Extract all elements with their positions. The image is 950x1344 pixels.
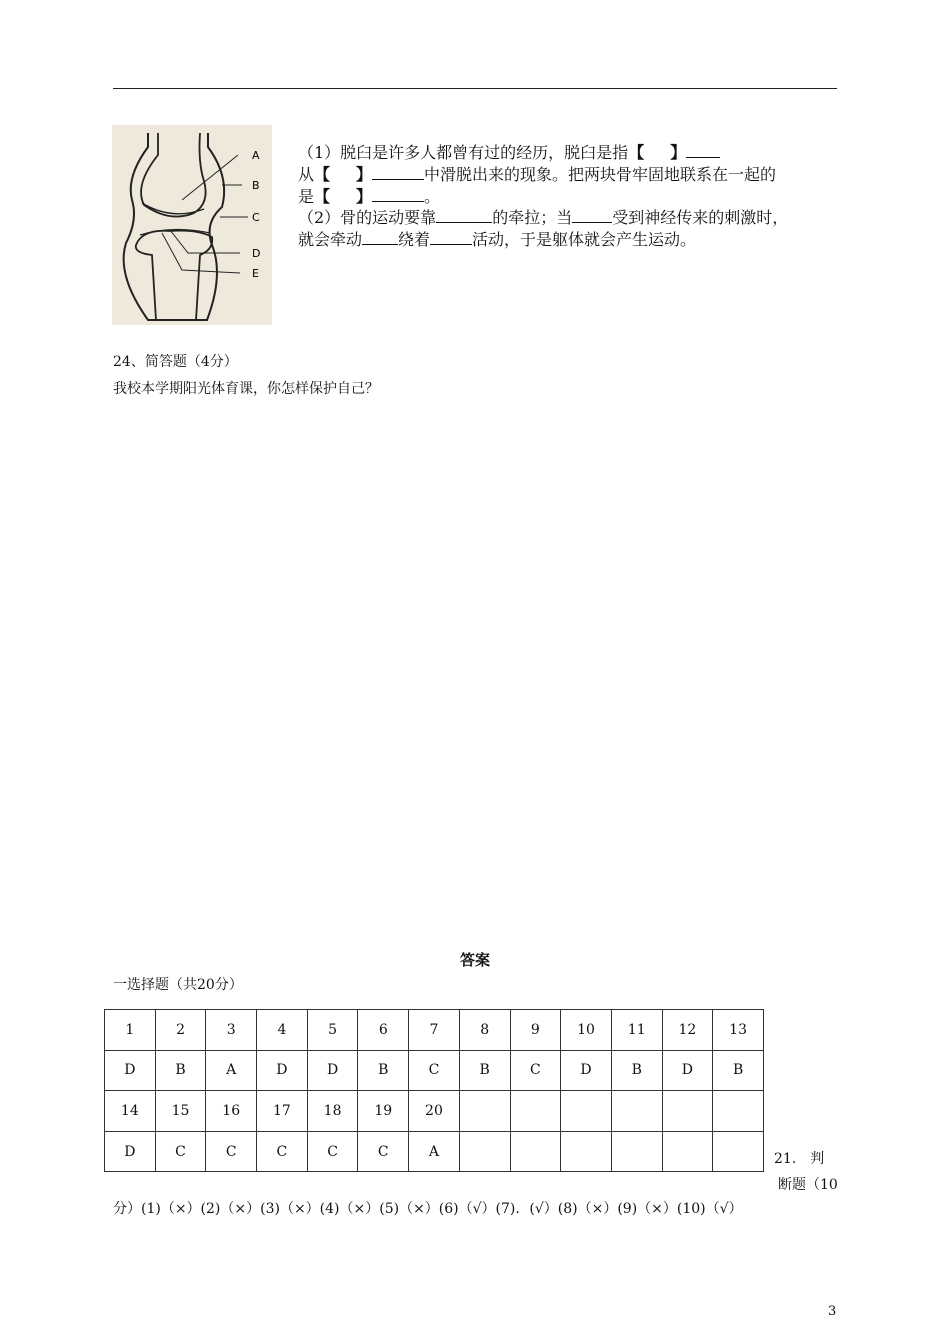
table-cell <box>510 1131 561 1172</box>
q23-text: 是 <box>298 187 315 206</box>
table-cell <box>713 1091 764 1132</box>
table-cell <box>561 1091 612 1132</box>
table-cell: 2 <box>155 1010 206 1051</box>
q23-text: 绕着 <box>398 230 431 249</box>
q23-text: 就会牵动 <box>298 230 363 249</box>
table-cell: D <box>307 1050 358 1091</box>
table-cell: C <box>257 1131 308 1172</box>
table-cell: B <box>611 1050 662 1091</box>
table-cell <box>459 1091 510 1132</box>
table-cell: 18 <box>307 1091 358 1132</box>
table-cell: 1 <box>105 1010 156 1051</box>
answer-blank[interactable] <box>362 230 398 245</box>
q24-question: 我校本学期阳光体育课，你怎样保护自己？ <box>113 381 379 397</box>
table-cell: 13 <box>713 1010 764 1051</box>
table-cell: A <box>409 1131 460 1172</box>
table-cell: 7 <box>409 1010 460 1051</box>
table-cell <box>510 1091 561 1132</box>
table-cell: C <box>155 1131 206 1172</box>
answers-section-1: 一选择题（共20分） <box>113 977 243 993</box>
table-cell: B <box>459 1050 510 1091</box>
table-cell: D <box>105 1131 156 1172</box>
q23-line-3 <box>298 186 440 208</box>
table-cell <box>713 1131 764 1172</box>
table-cell: 6 <box>358 1010 409 1051</box>
table-cell: 11 <box>611 1010 662 1051</box>
q23-text: 活动，于是躯体就会产生运动。 <box>472 230 697 249</box>
answer-blank[interactable] <box>430 230 472 245</box>
judge-label-1: 21. 判 <box>774 1151 825 1167</box>
q23-text: （1）脱臼是许多人都曾有过的经历，脱臼是指 <box>298 143 629 162</box>
table-cell: A <box>206 1050 257 1091</box>
q23-line-1 <box>298 142 720 164</box>
table-cell: 19 <box>358 1091 409 1132</box>
table-cell: C <box>307 1131 358 1172</box>
page-number: 3 <box>828 1304 837 1319</box>
figure-label-b: B <box>252 179 260 192</box>
q23-text: 中滑脱出来的现象。把两块骨牢固地联系在一起的 <box>424 165 777 184</box>
figure-label-a: A <box>252 149 260 162</box>
q23-text: 的牵拉；当 <box>492 208 573 227</box>
q23-text: 从 <box>298 165 315 184</box>
table-cell: 17 <box>257 1091 308 1132</box>
table-cell: D <box>662 1050 713 1091</box>
table-cell: 12 <box>662 1010 713 1051</box>
table-cell: 10 <box>561 1010 612 1051</box>
table-cell: D <box>561 1050 612 1091</box>
table-cell: C <box>510 1050 561 1091</box>
table-cell <box>611 1131 662 1172</box>
bracket-open: 【 <box>314 165 331 184</box>
judge-label-2: 断题（10 <box>778 1177 838 1193</box>
q24-heading: 24、简答题（4分） <box>113 354 238 370</box>
q23-text: （2）骨的运动要靠 <box>298 208 437 227</box>
table-cell: 8 <box>459 1010 510 1051</box>
bracket-close: 】 <box>356 165 373 184</box>
table-cell: 16 <box>206 1091 257 1132</box>
table-cell: B <box>358 1050 409 1091</box>
q23-line-2 <box>298 164 776 186</box>
table-cell: 14 <box>105 1091 156 1132</box>
table-cell <box>662 1131 713 1172</box>
table-cell: C <box>206 1131 257 1172</box>
table-cell <box>459 1131 510 1172</box>
table-row <box>105 1010 764 1051</box>
knee-joint-diagram <box>112 125 272 325</box>
table-cell <box>662 1091 713 1132</box>
table-cell <box>611 1091 662 1132</box>
bracket-open: 【 <box>314 187 331 206</box>
figure-label-d: D <box>252 247 261 260</box>
table-row <box>105 1131 764 1172</box>
answer-blank[interactable] <box>372 165 424 180</box>
answers-title: 答案 <box>459 951 490 969</box>
table-cell: D <box>257 1050 308 1091</box>
table-cell <box>561 1131 612 1172</box>
table-cell: C <box>409 1050 460 1091</box>
answer-blank[interactable] <box>436 208 492 223</box>
bracket-close: 】 <box>356 187 373 206</box>
figure-label-e: E <box>252 267 259 280</box>
bracket-open: 【 <box>628 143 645 162</box>
bracket-close: 】 <box>670 143 687 162</box>
table-row <box>105 1091 764 1132</box>
table-cell: D <box>105 1050 156 1091</box>
table-cell: 9 <box>510 1010 561 1051</box>
table-cell: 15 <box>155 1091 206 1132</box>
table-row <box>105 1050 764 1091</box>
table-cell: 20 <box>409 1091 460 1132</box>
answer-table <box>104 1009 764 1172</box>
answer-blank[interactable] <box>572 208 612 223</box>
table-cell: B <box>713 1050 764 1091</box>
table-cell: 3 <box>206 1010 257 1051</box>
knee-joint-figure <box>112 125 272 325</box>
q23-line-4 <box>298 207 788 229</box>
judge-answers: 分）(1)（×）(2)（×）(3)（×）(4)（×）(5)（×）(6)（√）(7)．(√）(8)（×）(9)（×）(10)（√） <box>113 1201 743 1217</box>
q23-line-5 <box>298 229 696 251</box>
q23-text: 。 <box>424 187 441 206</box>
q23-text: 受到神经传来的刺激时， <box>612 208 789 227</box>
table-cell: 4 <box>257 1010 308 1051</box>
answer-blank[interactable] <box>372 187 424 202</box>
table-cell: C <box>358 1131 409 1172</box>
answer-blank[interactable] <box>686 143 720 158</box>
header-rule <box>113 88 837 89</box>
table-cell: 5 <box>307 1010 358 1051</box>
figure-label-c: C <box>252 211 260 224</box>
table-cell: B <box>155 1050 206 1091</box>
